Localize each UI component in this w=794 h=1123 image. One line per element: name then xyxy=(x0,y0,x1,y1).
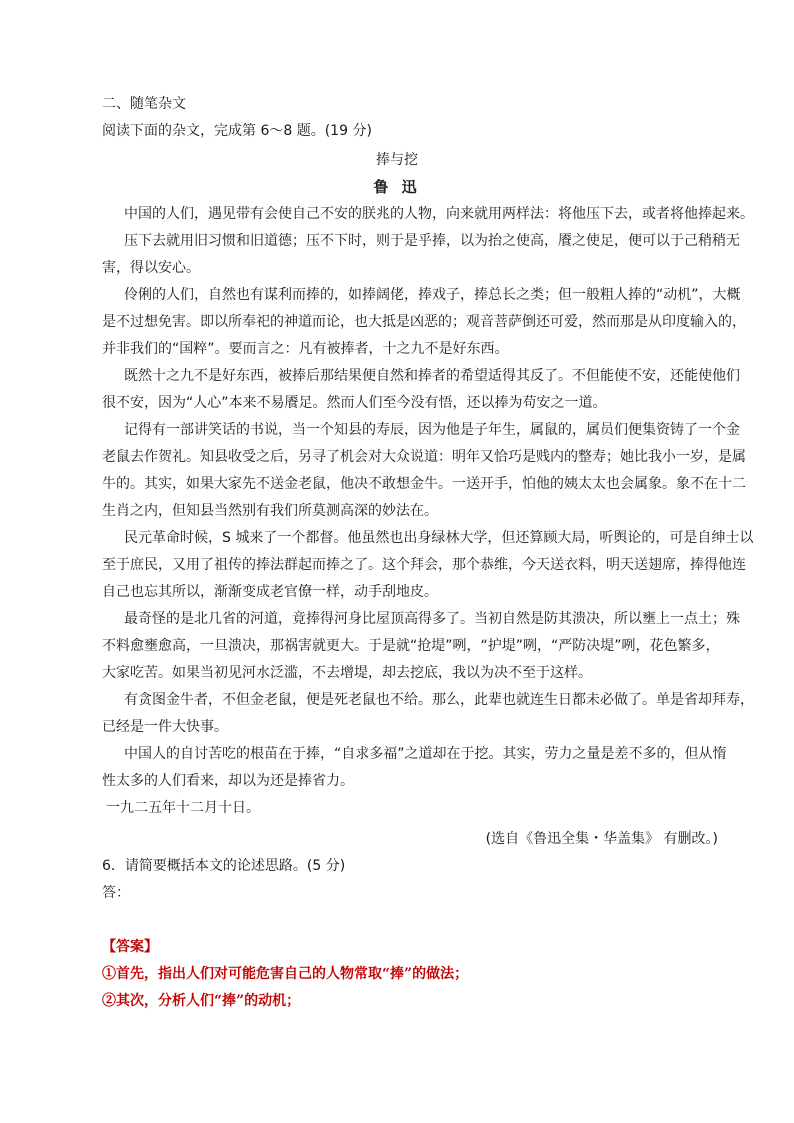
essay-source: (选自《鲁迅全集・华盖集》 有删改。) xyxy=(485,831,718,847)
essay-line: 生肖之内，但知县当然别有我们所莫测高深的妙法在。 xyxy=(102,503,438,519)
essay-line: 是不过想免害。即以所奉祀的神道而论，也大抵是凶恶的；观音菩萨倒还可爱，然而那是从印度输入的， xyxy=(102,314,746,330)
essay-line: 并非我们的“国粹”。要而言之：凡有被捧者，十之九不是好东西。 xyxy=(102,341,509,357)
essay-line: 大家吃苦。如果当初见河水泛滥，不去增堤，却去挖底，我以为决不至于这样。 xyxy=(102,665,592,681)
answer-key-item: ②其次，分析人们“捧”的动机； xyxy=(102,993,301,1009)
essay-line: 中国人的自讨苦吃的根苗在于捧，“自求多福”之道却在于挖。其实，劳力之量是差不多的，但从惰 xyxy=(124,746,727,762)
essay-line: 中国的人们，遇见带有会使自己不安的朕兆的人物，向来就用两样法：将他压下去，或者将他捧起来。 xyxy=(124,206,754,222)
essay-line: 压下去就用旧习惯和旧道德；压不下时，则于是乎捧，以为抬之使高，餍之使足，便可以于己稍稍无 xyxy=(124,233,740,249)
essay-author: 鲁 迅 xyxy=(373,178,421,196)
essay-line: 民元革命时候，S 城来了一个都督。他虽然也出身绿林大学，但还算顾大局，听舆论的，可是自绅士以 xyxy=(124,530,754,546)
answer-key-item: ①首先，指出人们对可能危害自己的人物常取“捧”的做法； xyxy=(102,966,469,982)
essay-line: 牛的。其实，如果大家先不送金老鼠，他决不敢想金牛。一送开手，怕他的姨太太也会属象。象不在十二 xyxy=(102,476,746,492)
essay-line: 至于庶民，又用了祖传的捧法群起而捧之了。这个拜会，那个恭维，今天送衣料，明天送翅席，捧得他连 xyxy=(102,557,746,573)
essay-line: 伶俐的人们，自然也有谋利而捧的，如捧阔佬，捧戏子，捧总长之类；但一般粗人捧的“动机”，大概 xyxy=(124,287,741,303)
reading-instruction: 阅读下面的杂文，完成第 6～8 题。(19 分) xyxy=(102,123,372,139)
essay-date: 一九二五年十二月十日。 xyxy=(106,800,260,816)
section-heading: 二、随笔杂文 xyxy=(102,96,186,112)
essay-line: 自己也忘其所以，渐渐变成老官僚一样，动手刮地皮。 xyxy=(102,584,438,600)
essay-line: 性太多的人们看来，却以为还是捧省力。 xyxy=(102,773,354,789)
essay-line: 记得有一部讲笑话的书说，当一个知县的寿辰，因为他是子年生，属鼠的，属员们便集资铸了一个金 xyxy=(124,422,740,438)
question-prompt: 6．请简要概括本文的论述思路。(5 分) xyxy=(102,858,346,874)
essay-line: 最奇怪的是北几省的河道，竟捧得河身比屋顶高得多了。当初自然是防其溃决，所以壅上一点土；殊 xyxy=(124,611,740,627)
essay-line: 有贪图金牛者，不但金老鼠，便是死老鼠也不给。那么，此辈也就连生日都未必做了。单是省却拜寿， xyxy=(124,692,754,708)
essay-line: 害，得以安心。 xyxy=(102,260,200,276)
essay-line: 既然十之九不是好东西，被捧后那结果便自然和捧者的希望适得其反了。不但能使不安，还能使他们 xyxy=(124,368,740,384)
essay-line: 很不安，因为“人心”本来不易餍足。然而人们至今没有悟，还以捧为苟安之一道。 xyxy=(102,395,607,411)
essay-title: 捧与挖 xyxy=(376,152,418,168)
essay-line: 已经是一件大快事。 xyxy=(102,719,228,735)
essay-line: 老鼠去作贺礼。知县收受之后，另寻了机会对大众说道：明年又恰巧是贱内的整寿；她比我小一岁，是属 xyxy=(102,449,746,465)
essay-line: 不料愈壅愈高，一旦溃决，那祸害就更大。于是就“抢堤”咧，“护堤”咧，“严防决堤”咧，花色繁多， xyxy=(102,638,720,654)
answer-line: 答： xyxy=(102,885,130,901)
answer-key-label: 【答案】 xyxy=(102,939,158,955)
